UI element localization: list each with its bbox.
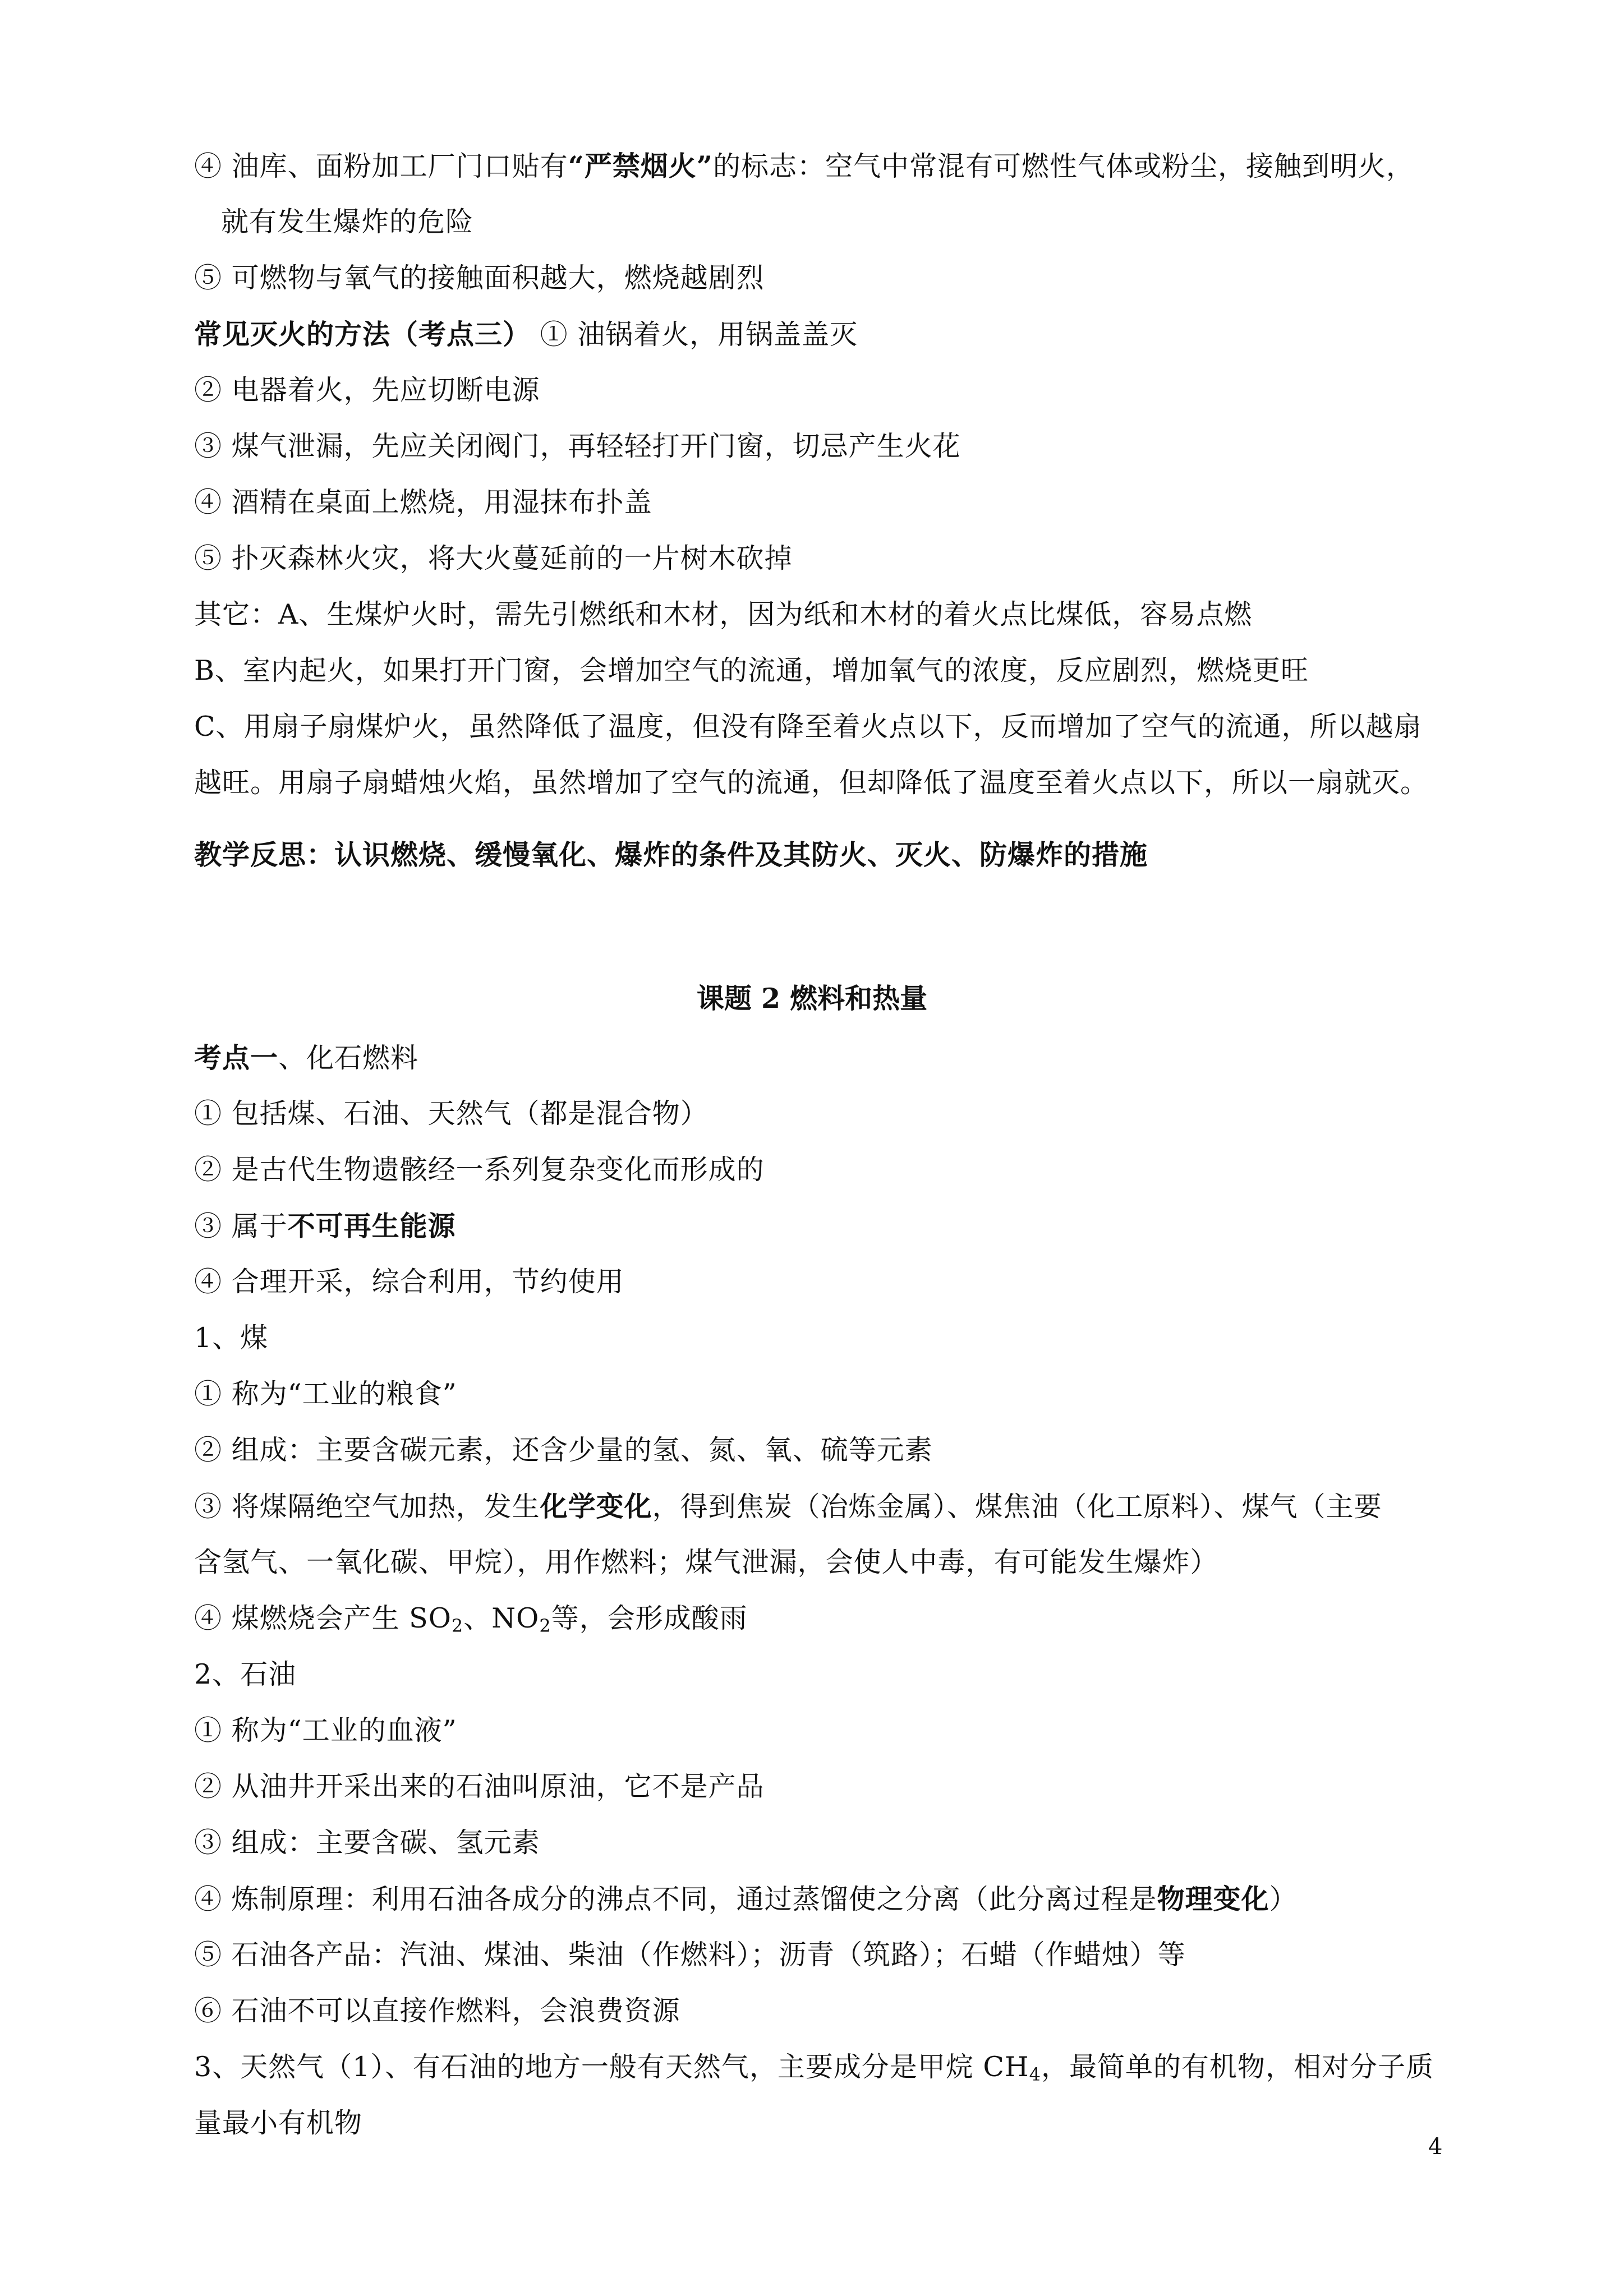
text-line: ⑤ 扑灭森林火灾，将大火蔓延前的一片树木砍掉 xyxy=(194,542,793,574)
text-line xyxy=(194,1602,748,1643)
page-number: 4 xyxy=(1428,2134,1443,2160)
text-line: 2、石油 xyxy=(194,1658,297,1690)
text-line xyxy=(194,1882,1298,1916)
text-line: ② 从油井开采出来的石油叫原油，它不是产品 xyxy=(194,1771,765,1802)
text-line: ② 是古代生物遗骸经一系列复杂变化而形成的 xyxy=(194,1154,765,1186)
text-line: C、用扇子扇煤炉火，虽然降低了温度，但没有降至着火点以下，反而增加了空气的流通，所以越扇 xyxy=(194,711,1422,743)
text-line xyxy=(194,317,858,352)
text-line: 越旺。用扇子扇蜡烛火焰，虽然增加了空气的流通，但却降低了温度至着火点以下，所以一扇就灭。 xyxy=(194,767,1429,799)
subscript: 4 xyxy=(1029,2064,1042,2085)
lesson-title: 课题 2 燃料和热量 xyxy=(696,982,928,1015)
bold-text: 化学变化 xyxy=(540,1490,652,1523)
text-line: B、室内起火，如果打开门窗，会增加空气的流通，增加氧气的浓度，反应剧烈，燃烧更旺 xyxy=(194,654,1309,686)
text-line: ② 电器着火，先应切断电源 xyxy=(194,374,540,406)
text-span: ，得到焦炭（冶炼金属）、煤焦油（化工原料）、煤气（主要 xyxy=(652,1491,1382,1523)
text-span: ） xyxy=(1269,1883,1298,1915)
text-span: 、NO xyxy=(463,1602,540,1634)
subscript: 2 xyxy=(539,1615,551,1636)
text-line: 量最小有机物 xyxy=(194,2107,363,2139)
teaching-reflection: 教学反思：认识燃烧、缓慢氧化、爆炸的条件及其防火、灭火、防爆炸的措施 xyxy=(194,838,1148,871)
text-span: 、化石燃料 xyxy=(278,1042,419,1074)
text-span: ① 油锅着火，用锅盖盖灭 xyxy=(531,319,858,351)
text-line: 其它：A、生煤炉火时，需先引燃纸和木材，因为纸和木材的着火点比煤低，容易点燃 xyxy=(194,598,1253,630)
subscript: 2 xyxy=(451,1615,464,1636)
text-line: ⑤ 石油各产品：汽油、煤油、柴油（作燃料）；沥青（筑路）；石蜡（作蜡烛）等 xyxy=(194,1939,1186,1971)
text-line: ⑥ 石油不可以直接作燃料，会浪费资源 xyxy=(194,1995,680,2027)
text-line: ③ 组成：主要含碳、氢元素 xyxy=(194,1827,540,1859)
text-line: ④ 合理开采，综合利用，节约使用 xyxy=(194,1266,624,1298)
text-span: ④ 炼制原理：利用石油各成分的沸点不同，通过蒸馏使之分离（此分离过程是 xyxy=(194,1883,1157,1915)
text-line xyxy=(194,1490,1382,1524)
text-line: ③ 煤气泄漏，先应关闭阀门，再轻轻打开门窗，切忌产生火花 xyxy=(194,430,961,462)
section-heading: 考点一 xyxy=(194,1041,279,1074)
text-line xyxy=(194,149,1414,183)
text-line: ⑤ 可燃物与氧气的接触面积越大，燃烧越剧烈 xyxy=(194,262,765,294)
bold-text: 不可再生能源 xyxy=(287,1210,456,1242)
text-line: 1、煤 xyxy=(194,1322,269,1354)
text-line: 就有发生爆炸的危险 xyxy=(221,206,474,238)
text-line xyxy=(194,2050,1434,2091)
bold-text: 物理变化 xyxy=(1157,1883,1269,1915)
text-span: ，最简单的有机物，相对分子质 xyxy=(1041,2051,1434,2083)
text-span: 的标志：空气中常混有可燃性气体或粉尘，接触到明火， xyxy=(712,150,1414,182)
text-line xyxy=(194,1041,418,1075)
text-span: ④ 煤燃烧会产生 SO xyxy=(194,1602,452,1634)
text-line: ① 称为“工业的血液” xyxy=(194,1714,457,1746)
text-line: ① 称为“工业的粮食” xyxy=(194,1378,457,1410)
text-span: ④ 油库、面粉加工厂门口贴有 xyxy=(194,150,568,182)
text-line: 含氢气、一氧化碳、甲烷），用作燃料；煤气泄漏，会使人中毒，有可能发生爆炸） xyxy=(194,1546,1218,1578)
section-heading: 常见灭火的方法（考点三） xyxy=(194,318,531,351)
text-span: ③ 将煤隔绝空气加热，发生 xyxy=(194,1491,540,1523)
text-span: 3、天然气（1）、有石油的地方一般有天然气，主要成分是甲烷 CH xyxy=(194,2051,1029,2083)
text-line: ④ 酒精在桌面上燃烧，用湿抹布扑盖 xyxy=(194,486,652,518)
text-line: ① 包括煤、石油、天然气（都是混合物） xyxy=(194,1098,709,1129)
text-span: 等，会形成酸雨 xyxy=(551,1602,748,1634)
bold-text: “严禁烟火” xyxy=(568,150,713,182)
text-span: ③ 属于 xyxy=(194,1210,288,1242)
text-line xyxy=(194,1209,456,1243)
text-line: ② 组成：主要含碳元素，还含少量的氢、氮、氧、硫等元素 xyxy=(194,1434,933,1466)
